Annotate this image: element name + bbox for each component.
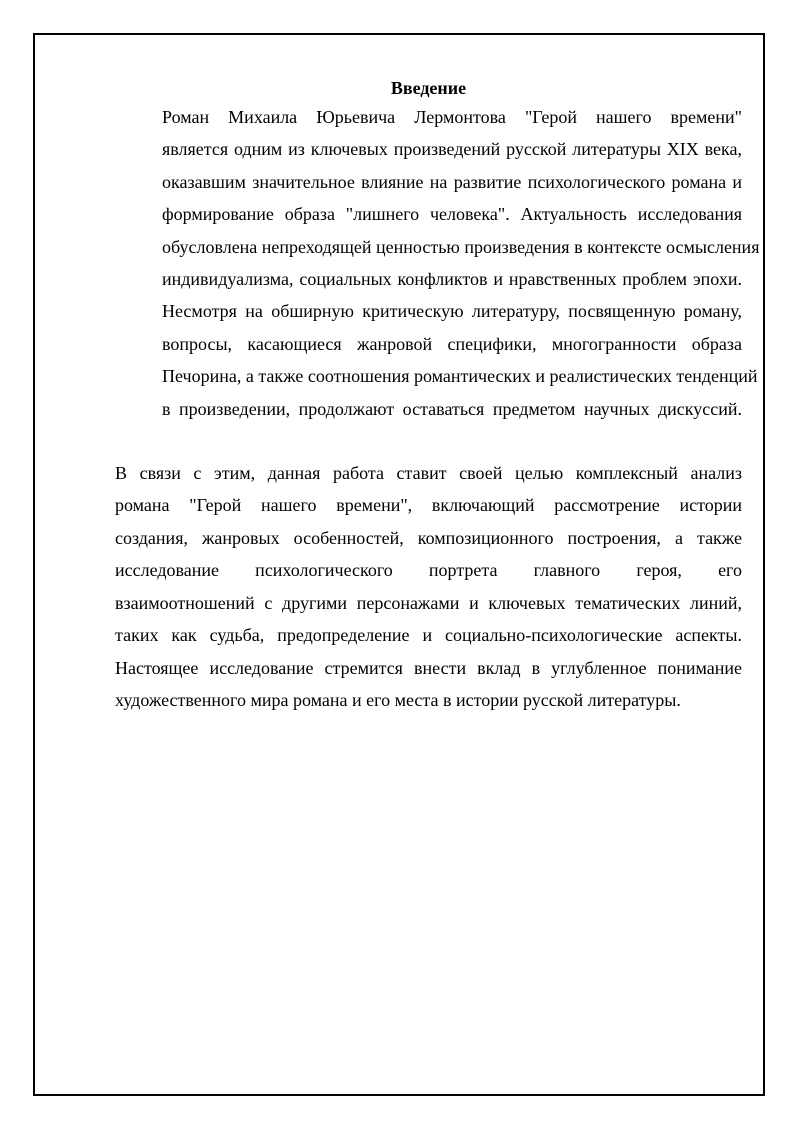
- paragraph-1-line: в произведении, продолжают оставаться предметом научных дискуссий.: [162, 398, 742, 419]
- document-body: [115, 76, 760, 716]
- paragraph-1-line: оказавшим значительное влияние на развитие психологического романа и: [162, 171, 742, 192]
- paragraph-1-line: является одним из ключевых произведений русской литературы XIX века,: [162, 139, 742, 160]
- paragraph-2-line: создания, жанровых особенностей, композиционного построения, а также: [115, 527, 742, 548]
- paragraph-2: [115, 457, 742, 716]
- paragraph-2-line: романа "Герой нашего времени", включающий рассмотрение истории: [115, 495, 742, 516]
- paragraph-2-line: В связи с этим, данная работа ставит своей целью комплексный анализ: [115, 463, 742, 484]
- section-heading: Введение: [390, 78, 467, 98]
- paragraph-1-line: Роман Михаила Юрьевича Лермонтова "Герой нашего времени": [162, 107, 742, 127]
- paragraph-2-line: таких как судьба, предопределение и социально-психологические аспекты.: [115, 625, 742, 646]
- paragraph-1-line: вопросы, касающиеся жанровой специфики, многогранности образа: [162, 333, 742, 354]
- paragraph-1-line: формирование образа "лишнего человека". Актуальность исследования: [162, 204, 742, 225]
- paragraph-1-line: индивидуализма, социальных конфликтов и нравственных проблем эпохи.: [162, 269, 742, 290]
- paragraph-gap: [115, 425, 742, 457]
- paragraph-2-line: Настоящее исследование стремится внести вклад в углубленное понимание: [115, 657, 742, 678]
- paragraph-1: [115, 101, 760, 425]
- paragraph-1-line: Несмотря на обширную критическую литературу, посвященную роману,: [162, 301, 742, 322]
- paragraph-2-line: художественного мира романа и его места в истории русской литературы.: [115, 689, 681, 710]
- paragraph-1-line: Печорина, а также соотношения романтических и реалистических тенденций: [162, 366, 758, 387]
- paragraph-1-line: обусловлена непреходящей ценностью произведения в контексте осмысления: [162, 236, 760, 257]
- paragraph-2-line: исследование психологического портрета главного героя, его: [115, 560, 742, 581]
- paragraph-2-line: взаимоотношений с другими персонажами и ключевых тематических линий,: [115, 592, 742, 613]
